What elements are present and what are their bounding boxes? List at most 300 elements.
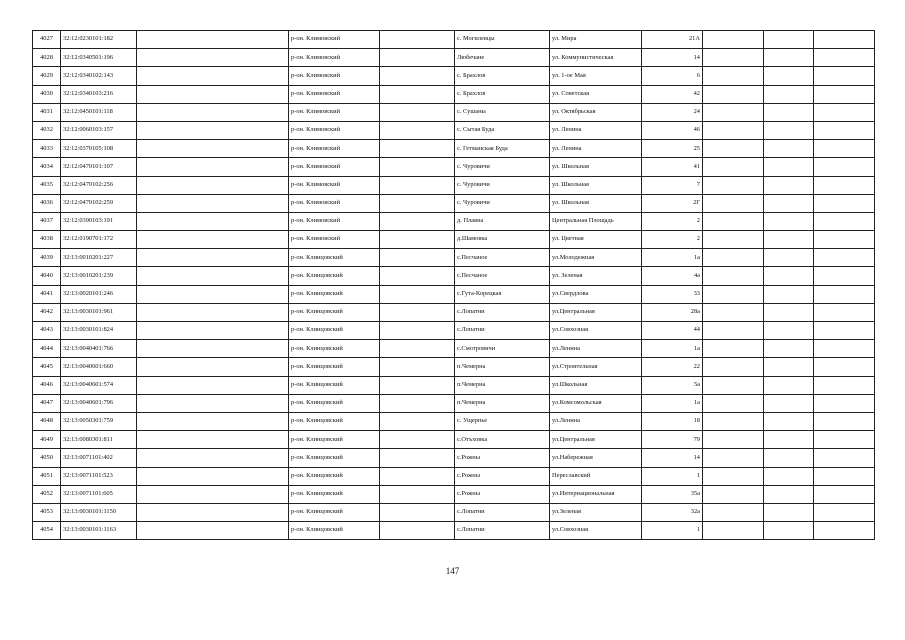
street-cell: ул.Молодежная <box>550 249 642 267</box>
empty-cell <box>703 231 764 249</box>
empty-cell <box>814 176 875 194</box>
table-row <box>33 194 875 212</box>
house-number-cell: 41 <box>642 158 703 176</box>
empty-cell <box>764 231 814 249</box>
record-number-cell: 4038 <box>33 231 61 249</box>
empty-cell <box>380 322 455 340</box>
empty-cell <box>703 376 764 394</box>
cadastral-number-cell: 32:12:0470101:107 <box>61 158 137 176</box>
cadastral-number-cell: 32:12:0370105:108 <box>61 140 137 158</box>
house-number-cell: 2 <box>642 231 703 249</box>
empty-cell <box>380 103 455 121</box>
cadastral-number-cell: 32:13:0030101:824 <box>61 322 137 340</box>
empty-cell <box>814 231 875 249</box>
empty-cell <box>764 49 814 67</box>
house-number-cell: 14 <box>642 449 703 467</box>
empty-cell <box>380 412 455 430</box>
empty-cell <box>703 158 764 176</box>
empty-cell <box>764 249 814 267</box>
empty-cell <box>703 103 764 121</box>
empty-cell <box>137 485 289 503</box>
empty-cell <box>380 194 455 212</box>
empty-cell <box>814 503 875 521</box>
table-row <box>33 412 875 430</box>
district-cell: р-он. Клинцовский <box>289 412 380 430</box>
record-number-cell: 4032 <box>33 121 61 139</box>
empty-cell <box>137 85 289 103</box>
empty-cell <box>137 503 289 521</box>
empty-cell <box>814 194 875 212</box>
empty-cell <box>814 103 875 121</box>
cadastral-number-cell: 32:13:0071101:605 <box>61 485 137 503</box>
empty-cell <box>703 503 764 521</box>
empty-cell <box>703 267 764 285</box>
table-row <box>33 285 875 303</box>
district-cell: р-он. Клинцовский <box>289 376 380 394</box>
empty-cell <box>137 31 289 49</box>
street-cell: Переславский <box>550 467 642 485</box>
district-cell: р-он. Климовский <box>289 31 380 49</box>
empty-cell <box>703 303 764 321</box>
table-row <box>33 522 875 540</box>
table-row <box>33 467 875 485</box>
empty-cell <box>814 340 875 358</box>
street-cell: ул. Мира <box>550 31 642 49</box>
empty-cell <box>380 158 455 176</box>
empty-cell <box>137 158 289 176</box>
empty-cell <box>137 522 289 540</box>
house-number-cell: 42 <box>642 85 703 103</box>
empty-cell <box>703 49 764 67</box>
table-row <box>33 431 875 449</box>
table-row <box>33 449 875 467</box>
empty-cell <box>764 176 814 194</box>
record-number-cell: 4035 <box>33 176 61 194</box>
district-cell: р-он. Клинцовский <box>289 394 380 412</box>
house-number-cell: 35а <box>642 485 703 503</box>
cadastral-number-cell: 32:13:0040401:766 <box>61 340 137 358</box>
record-number-cell: 4029 <box>33 67 61 85</box>
record-number-cell: 4034 <box>33 158 61 176</box>
street-cell: ул.Ленина <box>550 340 642 358</box>
empty-cell <box>380 67 455 85</box>
empty-cell <box>764 103 814 121</box>
empty-cell <box>764 67 814 85</box>
table-row <box>33 212 875 230</box>
table-row <box>33 303 875 321</box>
table-row <box>33 231 875 249</box>
house-number-cell: 1а <box>642 340 703 358</box>
street-cell: ул. 1-ое Мая <box>550 67 642 85</box>
record-number-cell: 4041 <box>33 285 61 303</box>
cadastral-number-cell: 32:12:0340103:216 <box>61 85 137 103</box>
empty-cell <box>137 358 289 376</box>
empty-cell <box>814 158 875 176</box>
empty-cell <box>137 103 289 121</box>
record-number-cell: 4047 <box>33 394 61 412</box>
empty-cell <box>703 358 764 376</box>
empty-cell <box>380 340 455 358</box>
cadastral-number-cell: 32:12:0390103:191 <box>61 212 137 230</box>
empty-cell <box>814 85 875 103</box>
record-number-cell: 4049 <box>33 431 61 449</box>
record-number-cell: 4042 <box>33 303 61 321</box>
empty-cell <box>137 231 289 249</box>
house-number-cell: 2Г <box>642 194 703 212</box>
district-cell: р-он. Климовский <box>289 85 380 103</box>
record-number-cell: 4051 <box>33 467 61 485</box>
empty-cell <box>380 394 455 412</box>
record-number-cell: 4036 <box>33 194 61 212</box>
empty-cell <box>703 340 764 358</box>
empty-cell <box>764 194 814 212</box>
empty-cell <box>814 140 875 158</box>
empty-cell <box>703 140 764 158</box>
district-cell: р-он. Клинцовский <box>289 522 380 540</box>
district-cell: р-он. Климовский <box>289 194 380 212</box>
empty-cell <box>137 322 289 340</box>
locality-cell: д.Шамовка <box>455 231 550 249</box>
locality-cell: с. Чуровичи <box>455 194 550 212</box>
street-cell: ул. Советская <box>550 85 642 103</box>
locality-cell: с. Брахлов <box>455 67 550 85</box>
cadastral-number-cell: 32:12:0450101:118 <box>61 103 137 121</box>
empty-cell <box>814 303 875 321</box>
table-row <box>33 49 875 67</box>
empty-cell <box>380 212 455 230</box>
table-row <box>33 85 875 103</box>
table-row <box>33 103 875 121</box>
record-number-cell: 4048 <box>33 412 61 430</box>
empty-cell <box>764 267 814 285</box>
locality-cell: с.Песчаное <box>455 249 550 267</box>
empty-cell <box>703 431 764 449</box>
locality-cell: с. Чуровичи <box>455 158 550 176</box>
cadastral-number-cell: 32:13:0040601:796 <box>61 394 137 412</box>
record-number-cell: 4040 <box>33 267 61 285</box>
empty-cell <box>380 31 455 49</box>
empty-cell <box>137 67 289 85</box>
house-number-cell: 44 <box>642 322 703 340</box>
locality-cell: с.Лопатни <box>455 322 550 340</box>
empty-cell <box>137 449 289 467</box>
locality-cell: с.Смотровичи <box>455 340 550 358</box>
locality-cell: п.Чемерна <box>455 358 550 376</box>
table-row <box>33 31 875 49</box>
cadastral-number-cell: 32:13:0010201:227 <box>61 249 137 267</box>
empty-cell <box>380 303 455 321</box>
cadastral-number-cell: 32:13:0040601:660 <box>61 358 137 376</box>
empty-cell <box>380 285 455 303</box>
cadastral-number-cell: 32:13:0020101:246 <box>61 285 137 303</box>
page-number: 147 <box>445 566 460 576</box>
street-cell: ул. Октябрьская <box>550 103 642 121</box>
empty-cell <box>380 522 455 540</box>
empty-cell <box>814 249 875 267</box>
empty-cell <box>380 140 455 158</box>
cadastral-number-cell: 32:12:0230101:182 <box>61 31 137 49</box>
empty-cell <box>380 267 455 285</box>
district-cell: р-он. Клинцовский <box>289 449 380 467</box>
street-cell: Центральная Площадь <box>550 212 642 230</box>
empty-cell <box>814 358 875 376</box>
house-number-cell: 32а <box>642 503 703 521</box>
empty-cell <box>764 285 814 303</box>
house-number-cell: 7 <box>642 176 703 194</box>
street-cell: ул.Центральная <box>550 431 642 449</box>
record-number-cell: 4046 <box>33 376 61 394</box>
cadastral-number-cell: 32:13:0030101:961 <box>61 303 137 321</box>
district-cell: р-он. Клинцовский <box>289 285 380 303</box>
house-number-cell: 33 <box>642 285 703 303</box>
district-cell: р-он. Климовский <box>289 103 380 121</box>
house-number-cell: 1 <box>642 522 703 540</box>
empty-cell <box>137 194 289 212</box>
street-cell: ул.Зеленая <box>550 503 642 521</box>
empty-cell <box>137 431 289 449</box>
locality-cell: с.Рожны <box>455 485 550 503</box>
street-cell: ул.Школьная <box>550 376 642 394</box>
cadastral-number-cell: 32:12:0340501:196 <box>61 49 137 67</box>
record-number-cell: 4028 <box>33 49 61 67</box>
table-row <box>33 394 875 412</box>
house-number-cell: 24 <box>642 103 703 121</box>
table-row <box>33 358 875 376</box>
locality-cell: д. Плавна <box>455 212 550 230</box>
locality-cell: с.Лопатни <box>455 522 550 540</box>
empty-cell <box>380 249 455 267</box>
locality-cell: с.Отъховка <box>455 431 550 449</box>
empty-cell <box>814 467 875 485</box>
empty-cell <box>764 340 814 358</box>
street-cell: ул.Строительная <box>550 358 642 376</box>
house-number-cell: 1 <box>642 467 703 485</box>
locality-cell: с.Лопатни <box>455 303 550 321</box>
street-cell: ул.Комсомольская <box>550 394 642 412</box>
empty-cell <box>137 412 289 430</box>
street-cell: ул.Центральная <box>550 303 642 321</box>
empty-cell <box>703 394 764 412</box>
street-cell: ул.Свердлова <box>550 285 642 303</box>
empty-cell <box>764 358 814 376</box>
empty-cell <box>380 121 455 139</box>
empty-cell <box>137 285 289 303</box>
empty-cell <box>137 49 289 67</box>
table-row <box>33 340 875 358</box>
empty-cell <box>703 449 764 467</box>
empty-cell <box>380 176 455 194</box>
empty-cell <box>764 467 814 485</box>
street-cell: ул.Совхозная <box>550 522 642 540</box>
district-cell: р-он. Климовский <box>289 140 380 158</box>
locality-cell: Любечане <box>455 49 550 67</box>
empty-cell <box>703 412 764 430</box>
empty-cell <box>380 449 455 467</box>
locality-cell: с.Лопатни <box>455 503 550 521</box>
empty-cell <box>137 121 289 139</box>
house-number-cell: 5а <box>642 376 703 394</box>
record-number-cell: 4053 <box>33 503 61 521</box>
table-row <box>33 67 875 85</box>
cadastral-number-cell: 32:13:0071101:402 <box>61 449 137 467</box>
empty-cell <box>137 249 289 267</box>
cadastral-number-cell: 32:12:0340102:143 <box>61 67 137 85</box>
record-number-cell: 4052 <box>33 485 61 503</box>
cadastral-number-cell: 32:13:0010201:239 <box>61 267 137 285</box>
record-number-cell: 4039 <box>33 249 61 267</box>
street-cell: ул.Ленина <box>550 412 642 430</box>
district-cell: р-он. Клинцовский <box>289 431 380 449</box>
district-cell: р-он. Клинцовский <box>289 467 380 485</box>
locality-cell: с. Гетманская Буда <box>455 140 550 158</box>
street-cell: ул. Зеленая <box>550 267 642 285</box>
district-cell: р-он. Климовский <box>289 67 380 85</box>
house-number-cell: 6 <box>642 67 703 85</box>
house-number-cell: 79 <box>642 431 703 449</box>
empty-cell <box>814 431 875 449</box>
house-number-cell: 25 <box>642 140 703 158</box>
house-number-cell: 1а <box>642 249 703 267</box>
empty-cell <box>764 140 814 158</box>
empty-cell <box>137 140 289 158</box>
empty-cell <box>380 231 455 249</box>
empty-cell <box>814 67 875 85</box>
house-number-cell: 2 <box>642 212 703 230</box>
cadastral-number-cell: 32:12:0190701:172 <box>61 231 137 249</box>
district-cell: р-он. Клинцовский <box>289 358 380 376</box>
empty-cell <box>380 431 455 449</box>
empty-cell <box>814 267 875 285</box>
locality-cell: с.Песчаное <box>455 267 550 285</box>
empty-cell <box>764 376 814 394</box>
empty-cell <box>814 394 875 412</box>
house-number-cell: 1а <box>642 394 703 412</box>
district-cell: р-он. Климовский <box>289 49 380 67</box>
district-cell: р-он. Клинцовский <box>289 340 380 358</box>
empty-cell <box>764 449 814 467</box>
empty-cell <box>764 431 814 449</box>
locality-cell: с. Сытая Буда <box>455 121 550 139</box>
record-number-cell: 4030 <box>33 85 61 103</box>
cadastral-number-cell: 32:13:0040601:574 <box>61 376 137 394</box>
record-number-cell: 4050 <box>33 449 61 467</box>
record-number-cell: 4031 <box>33 103 61 121</box>
empty-cell <box>703 249 764 267</box>
empty-cell <box>814 485 875 503</box>
house-number-cell: 4а <box>642 267 703 285</box>
table-row <box>33 158 875 176</box>
locality-cell: с. Брахлов <box>455 85 550 103</box>
empty-cell <box>380 49 455 67</box>
empty-cell <box>814 322 875 340</box>
table-row <box>33 322 875 340</box>
empty-cell <box>703 194 764 212</box>
house-number-cell: 28а <box>642 303 703 321</box>
empty-cell <box>703 467 764 485</box>
empty-cell <box>764 322 814 340</box>
district-cell: р-он. Климовский <box>289 121 380 139</box>
empty-cell <box>137 394 289 412</box>
record-number-cell: 4033 <box>33 140 61 158</box>
empty-cell <box>764 394 814 412</box>
street-cell: ул. Школьная <box>550 194 642 212</box>
district-cell: р-он. Клинцовский <box>289 322 380 340</box>
table-row <box>33 176 875 194</box>
empty-cell <box>814 412 875 430</box>
house-number-cell: 18 <box>642 412 703 430</box>
empty-cell <box>380 85 455 103</box>
street-cell: ул. Школьная <box>550 176 642 194</box>
empty-cell <box>764 503 814 521</box>
empty-cell <box>814 376 875 394</box>
street-cell: ул.Совхозная <box>550 322 642 340</box>
district-cell: р-он. Климовский <box>289 212 380 230</box>
locality-cell: с.Рожны <box>455 467 550 485</box>
empty-cell <box>814 31 875 49</box>
cadastral-number-cell: 32:13:0080301:811 <box>61 431 137 449</box>
record-number-cell: 4045 <box>33 358 61 376</box>
empty-cell <box>814 285 875 303</box>
empty-cell <box>703 67 764 85</box>
empty-cell <box>703 121 764 139</box>
table-row <box>33 503 875 521</box>
cadastral-number-cell: 32:13:0071101:523 <box>61 467 137 485</box>
street-cell: ул.Набережная <box>550 449 642 467</box>
empty-cell <box>764 303 814 321</box>
house-number-cell: 22 <box>642 358 703 376</box>
district-cell: р-он. Клинцовский <box>289 249 380 267</box>
empty-cell <box>814 522 875 540</box>
empty-cell <box>703 285 764 303</box>
house-number-cell: 21А <box>642 31 703 49</box>
empty-cell <box>703 85 764 103</box>
record-number-cell: 4043 <box>33 322 61 340</box>
empty-cell <box>703 485 764 503</box>
district-cell: р-он. Клинцовский <box>289 503 380 521</box>
empty-cell <box>703 322 764 340</box>
empty-cell <box>703 212 764 230</box>
record-number-cell: 4027 <box>33 31 61 49</box>
empty-cell <box>814 121 875 139</box>
empty-cell <box>137 303 289 321</box>
house-number-cell: 46 <box>642 121 703 139</box>
table-row <box>33 485 875 503</box>
locality-cell: с. Могилевцы <box>455 31 550 49</box>
street-cell: ул. Ленина <box>550 121 642 139</box>
empty-cell <box>703 522 764 540</box>
locality-cell: с.Рожны <box>455 449 550 467</box>
empty-cell <box>137 467 289 485</box>
street-cell: ул. Коммунистическая <box>550 49 642 67</box>
street-cell: ул. Ленина <box>550 140 642 158</box>
record-number-cell: 4037 <box>33 212 61 230</box>
empty-cell <box>764 31 814 49</box>
empty-cell <box>137 212 289 230</box>
cadastral-number-cell: 32:13:0030101:1150 <box>61 503 137 521</box>
district-cell: р-он. Климовский <box>289 158 380 176</box>
house-number-cell: 14 <box>642 49 703 67</box>
empty-cell <box>137 376 289 394</box>
street-cell: ул. Школьная <box>550 158 642 176</box>
locality-cell: с. Ущерпье <box>455 412 550 430</box>
locality-cell: п.Чемерна <box>455 394 550 412</box>
locality-cell: п.Чемерна <box>455 376 550 394</box>
empty-cell <box>764 121 814 139</box>
empty-cell <box>137 176 289 194</box>
empty-cell <box>380 376 455 394</box>
table-row <box>33 121 875 139</box>
record-number-cell: 4054 <box>33 522 61 540</box>
